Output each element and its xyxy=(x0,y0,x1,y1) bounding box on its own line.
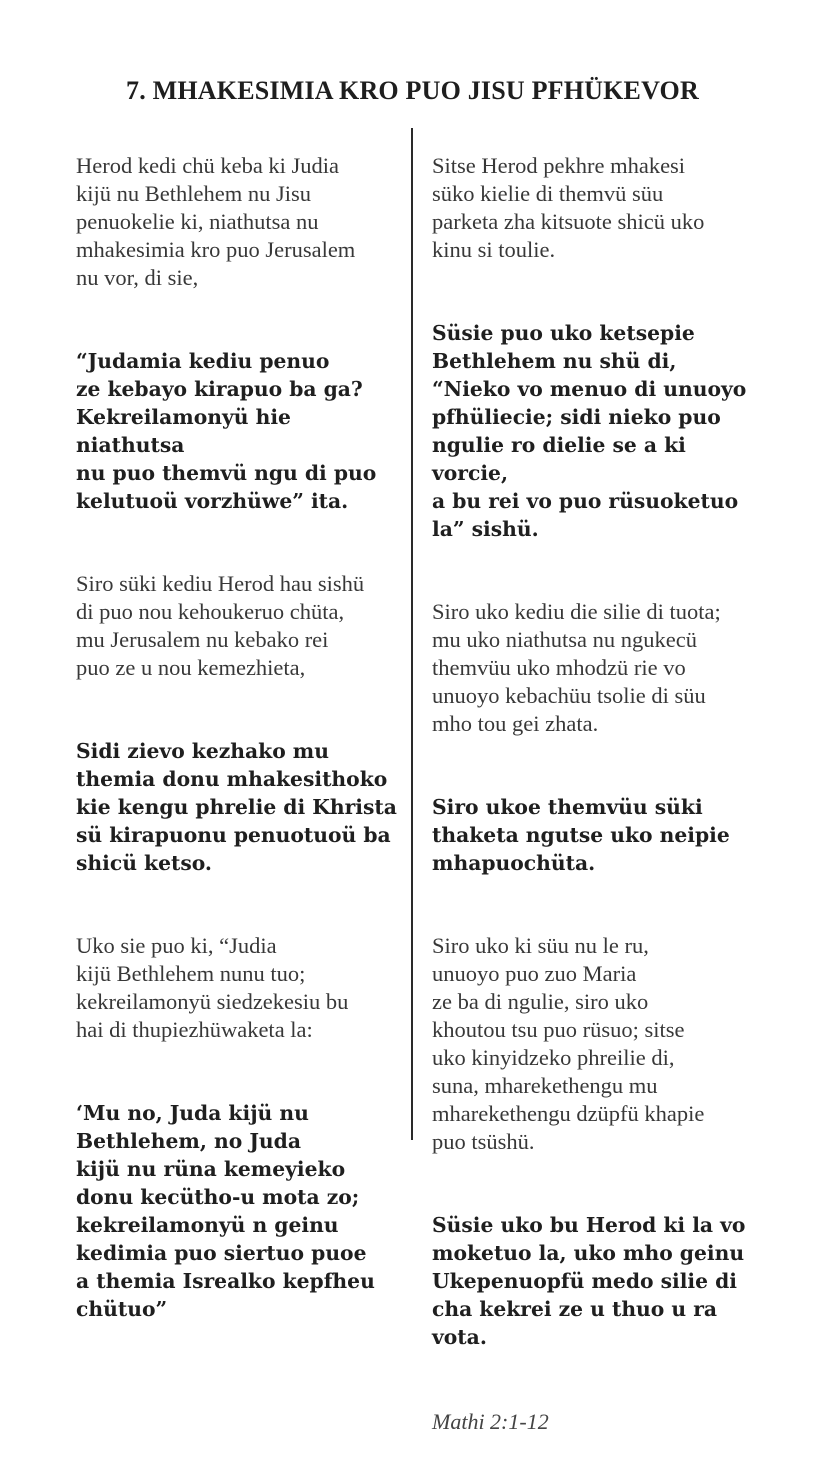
scripture-reference: Mathi 2:1-12 xyxy=(432,1409,549,1434)
paragraph-bold: ‘Mu no, Juda kijü nu Bethlehem, no Juda kijü nu rüna kemeyieko donu kecütho-u mota zo; kekreilamonyü n geinu kedimia puo siertuo puoe a themia Isrealko kepfheu chütuo” xyxy=(76,1101,375,1321)
paragraph-bold: “Judamia kediu penuo ze kebayo kirapuo ba ga? Kekreilamonyü hie niathutsa nu puo themvü ngu di puo kelutuoü vorzhüwe” ita. xyxy=(76,349,377,513)
paragraph: Herod kedi chü keba ki Judia kijü nu Bethlehem nu Jisu penuokelie ki, niathutsa nu mhakesimia kro puo Jerusalem nu vor, di sie, xyxy=(76,153,356,290)
paragraph-bold: Süsie uko bu Herod ki la vo moketuo la, uko mho geinu Ukepenuopfü medo silie di cha kekrei ze u thuo u ra vota. xyxy=(432,1213,746,1349)
right-column xyxy=(432,124,762,1464)
paragraph: Sitse Herod pekhre mhakesi süko kielie di themvü süu parketa zha kitsuote shicü uko kinu si toulie. xyxy=(432,153,705,262)
paragraph-bold: Sidi zievo kezhako mu themia donu mhakesithoko kie kengu phrelie di Khrista sü kirapuonu penuotuoü ba shicü ketso. xyxy=(76,739,397,875)
paragraph: Uko sie puo ki, “Judia kijü Bethlehem nunu tuo; kekreilamonyü siedzekesiu bu hai di thupiezhüwaketa la: xyxy=(76,933,349,1042)
page-title: 7. MHAKESIMIA KRO PUO JISU PFHÜKEVOR xyxy=(126,76,699,105)
left-column xyxy=(76,124,398,1378)
paragraph-bold: Siro ukoe themvüu süki thaketa ngutse uko neipie mhapuochüta. xyxy=(432,795,730,875)
paragraph: Siro süki kediu Herod hau sishü di puo nou kehoukeruo chüta, mu Jerusalem nu kebako rei puo ze u nou kemezhieta, xyxy=(76,571,365,680)
column-divider xyxy=(411,128,413,1140)
paragraph-bold: Süsie puo uko ketsepie Bethlehem nu shü di, “Nieko vo menuo di unuoyo pfhüliecie; sidi nieko puo ngulie ro dielie se a ki vorcie, a bu rei vo puo rüsuoketuo la” sishü. xyxy=(432,321,747,541)
paragraph: Siro uko kediu die silie di tuota; mu uko niathutsa nu ngukecü themvüu uko mhodzü rie vo unuoyo kebachüu tsolie di süu mho tou gei zhata. xyxy=(432,599,721,736)
paragraph: Siro uko ki süu nu le ru, unuoyo puo zuo Maria ze ba di ngulie, siro uko khoutou tsu puo rüsuo; sitse uko kinyidzeko phreilie di, suna, mharekethengu mu mharekethengu dzüpfü khapie puo tsüshü. xyxy=(432,933,705,1154)
